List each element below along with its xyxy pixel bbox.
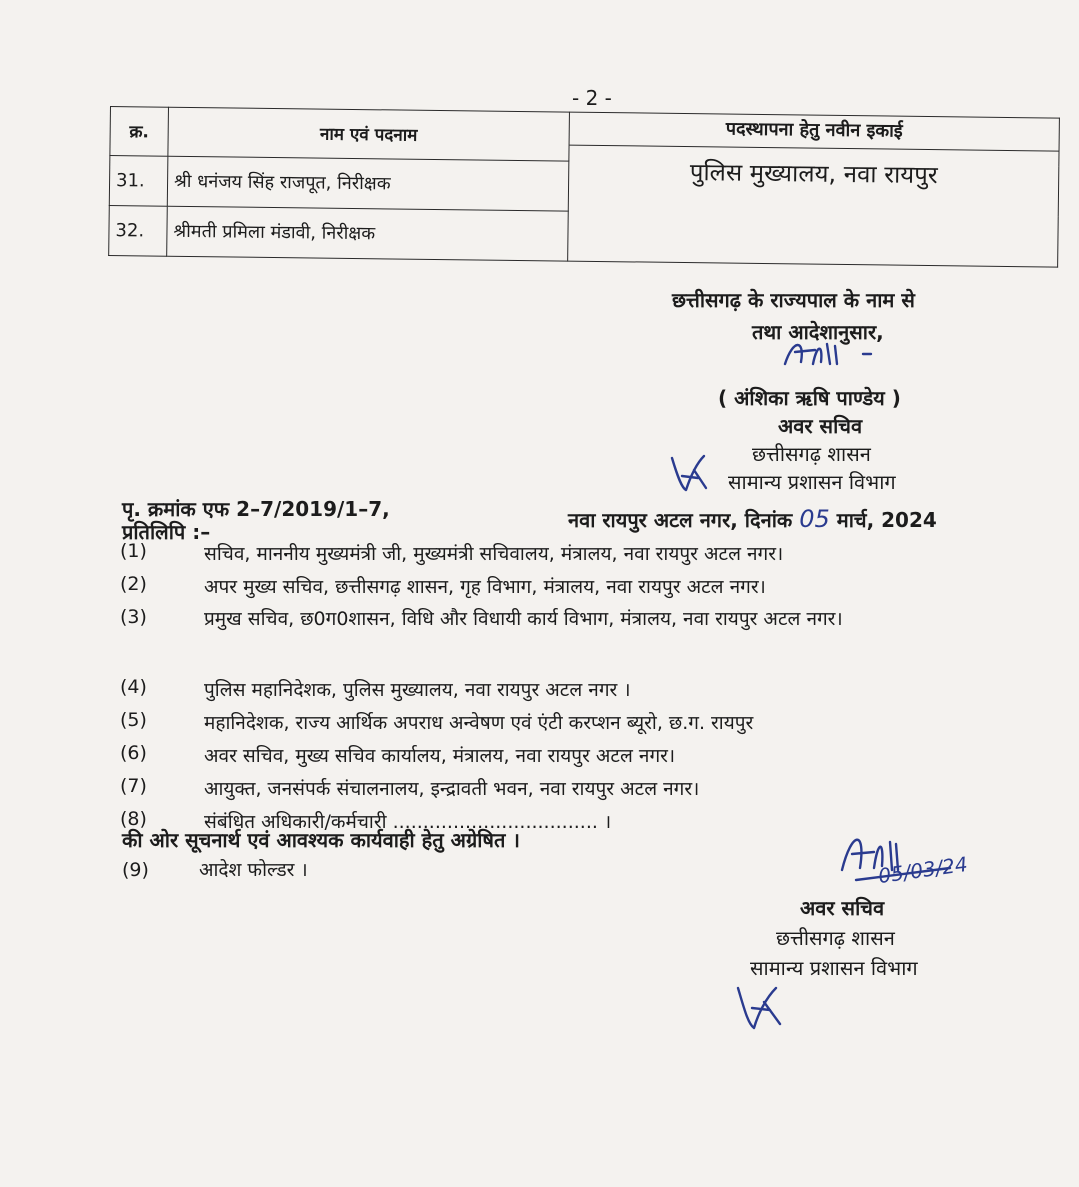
row-name: श्रीमती प्रमिला मंडावी, निरीक्षक	[167, 206, 569, 261]
date-day: 05	[799, 505, 830, 533]
posting-cell	[568, 112, 1060, 267]
authority-line-2: तथा आदेशानुसार,	[752, 320, 884, 344]
signature-date: 05/03/24	[876, 851, 970, 889]
initials-icon	[664, 448, 724, 498]
list-item-number: (7)	[120, 775, 147, 797]
list-item-text: आयुक्त, जनसंपर्क संचालनालय, इन्द्रावती भवन, नवा रायपुर अटल नगर।	[204, 778, 700, 800]
reference-number: पृ. क्रमांक एफ 2–7/2019/1–7,	[122, 497, 390, 521]
second-initials-icon	[730, 978, 800, 1038]
posting-unit: पुलिस मुख्यालय, नवा रायपुर	[689, 158, 938, 190]
list-item	[120, 742, 1040, 775]
list-item	[120, 573, 1040, 606]
row-name: श्री धनंजय सिंह राजपूत, निरीक्षक	[167, 156, 569, 211]
list-item-text: प्रमुख सचिव, छ0ग0शासन, विधि और विधायी कार्य विभाग, मंत्रालय, नवा रायपुर अटल नगर।	[204, 608, 843, 630]
list-item-number: (4)	[120, 676, 147, 698]
list-item-text: अपर मुख्य सचिव, छत्तीसगढ़ शासन, गृह विभाग, मंत्रालय, नवा रायपुर अटल नगर।	[204, 576, 766, 598]
row-serial: 32.	[109, 205, 168, 256]
list-item-number: (9)	[122, 859, 149, 881]
serial-header: क्र.	[110, 107, 169, 156]
copy-heading: प्रतिलिपि :–	[122, 520, 211, 544]
list-item-number: (1)	[120, 540, 147, 562]
list-item-number: (6)	[120, 742, 147, 764]
list-item-number: (3)	[120, 606, 147, 628]
signatory-name: ( अंशिका ऋषि पाण्डेय )	[718, 386, 901, 410]
list-item	[120, 540, 1040, 573]
signatory-government: छत्तीसगढ़ शासन	[752, 442, 871, 466]
posting-header: पदस्थापना हेतु नवीन इकाई	[570, 115, 1059, 152]
copy-list	[120, 540, 1040, 841]
list-item-text: सचिव, माननीय मुख्यमंत्री जी, मुख्यमंत्री सचिवालय, मंत्रालय, नवा रायपुर अटल नगर।	[204, 543, 784, 565]
list-item-text: अवर सचिव, मुख्य सचिव कार्यालय, मंत्रालय, नवा रायपुर अटल नगर।	[204, 745, 676, 767]
list-item-text: आदेश फोल्डर ।	[198, 859, 308, 881]
list-item	[120, 606, 1040, 676]
list-item	[120, 775, 1040, 808]
place-date-prefix: नवा रायपुर अटल नगर, दिनांक	[568, 508, 793, 532]
second-sign-designation: अवर सचिव	[800, 896, 885, 920]
list-item-text: पुलिस महानिदेशक, पुलिस मुख्यालय, नवा रायपुर अटल नगर ।	[204, 679, 631, 701]
list-item-number: (5)	[120, 709, 147, 731]
authority-line-1: छत्तीसगढ़ के राज्यपाल के नाम से	[672, 288, 915, 312]
reference-date	[568, 505, 937, 533]
date-rest: मार्च, 2024	[836, 508, 937, 532]
signatory-designation: अवर सचिव	[778, 414, 863, 438]
list-item	[120, 676, 1040, 709]
list-item-number: (8)	[120, 808, 147, 830]
copy-item-9	[122, 856, 308, 882]
list-item-number: (2)	[120, 573, 147, 595]
second-sign-department: सामान्य प्रशासन विभाग	[750, 956, 918, 980]
posting-table	[108, 106, 1060, 268]
signature-icon	[775, 334, 885, 374]
row-serial: 31.	[109, 155, 168, 206]
name-header: नाम एवं पदनाम	[168, 107, 570, 160]
list-item	[120, 709, 1040, 742]
second-sign-government: छत्तीसगढ़ शासन	[776, 926, 895, 950]
page-number: - 2 -	[572, 86, 612, 110]
forwarding-note: की ओर सूचनार्थ एवं आवश्यक कार्यवाही हेतु अग्रेषित ।	[122, 828, 520, 852]
signatory-department: सामान्य प्रशासन विभाग	[728, 470, 896, 494]
list-item-text: महानिदेशक, राज्य आर्थिक अपराध अन्वेषण एवं एंटी करप्शन ब्यूरो, छ.ग. रायपुर	[204, 712, 754, 734]
list-item-text: संबंधित अधिकारी/कर्मचारी .................................. ।	[204, 811, 612, 833]
